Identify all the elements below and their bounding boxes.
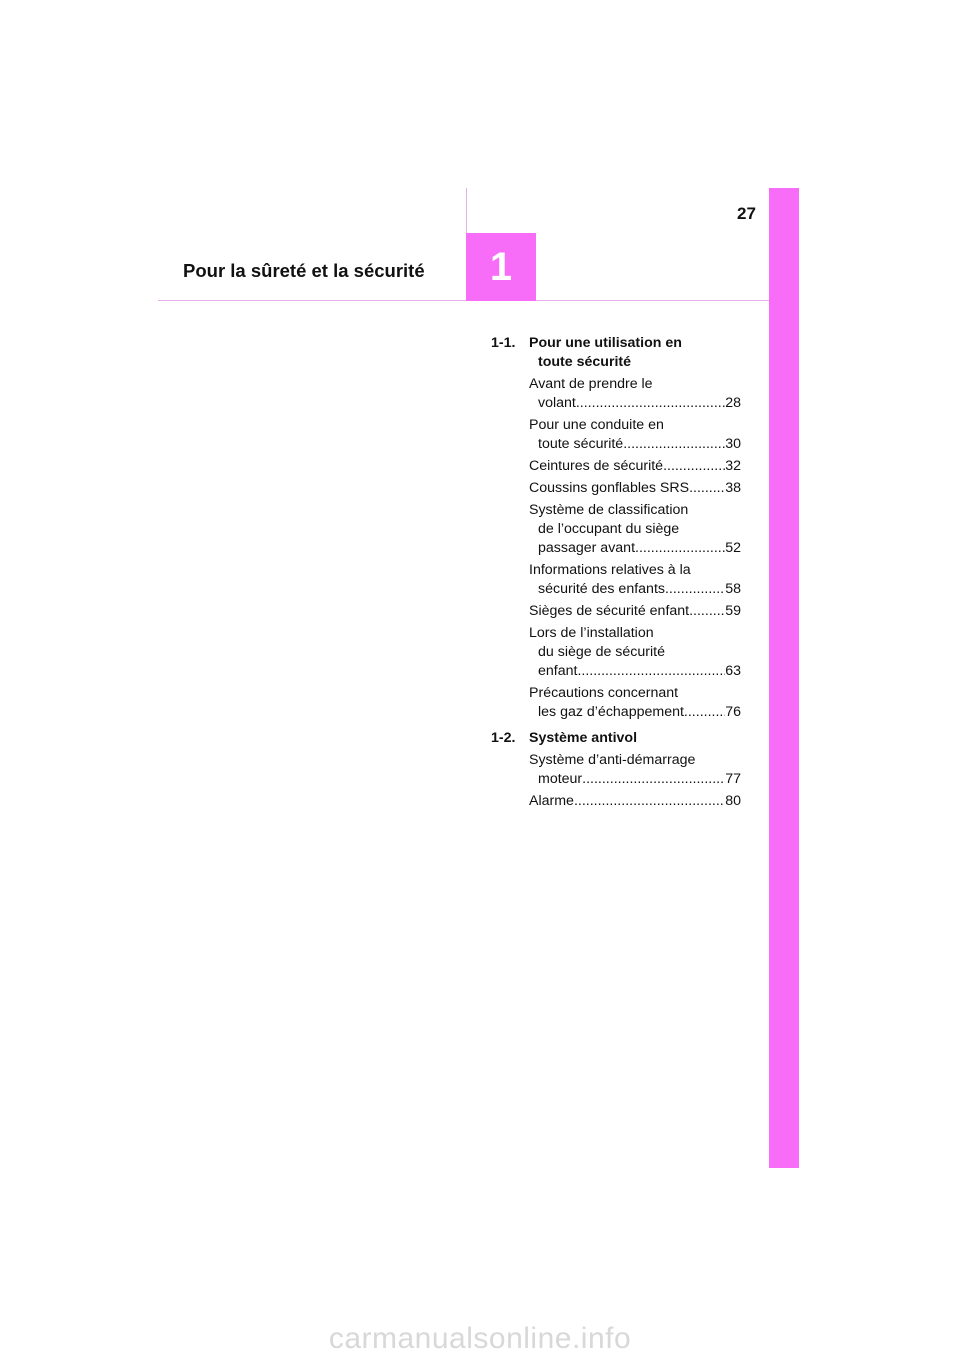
entry-page: 76 bbox=[725, 704, 741, 720]
entry-line: de l’occupant du siège bbox=[538, 521, 680, 537]
section-title-line: toute sécurité bbox=[538, 354, 632, 370]
toc-entry[interactable] bbox=[529, 561, 741, 599]
watermark: carmanualsonline.info bbox=[328, 1322, 632, 1355]
header-horizontal-rule bbox=[158, 300, 769, 301]
toc-entry[interactable] bbox=[529, 457, 741, 476]
dot-leader bbox=[577, 662, 725, 681]
entry-title: sécurité des enfants bbox=[538, 581, 665, 597]
dot-leader bbox=[684, 703, 725, 722]
chapter-number: 1 bbox=[489, 244, 513, 289]
header-vertical-rule bbox=[466, 188, 467, 234]
entry-title: Ceintures de sécurité bbox=[529, 458, 664, 474]
entry-page: 58 bbox=[725, 581, 741, 597]
entry-line: Précautions concernant bbox=[529, 685, 679, 701]
dot-leader bbox=[689, 602, 725, 621]
page-number: 27 bbox=[737, 204, 756, 223]
dot-leader bbox=[574, 792, 725, 811]
section-number: 1-2. bbox=[491, 730, 516, 746]
entry-line: du siège de sécurité bbox=[538, 644, 665, 660]
dot-leader bbox=[576, 394, 725, 413]
toc-entry-list bbox=[491, 375, 741, 722]
entry-line: Lors de l’installation bbox=[529, 625, 654, 641]
entry-title: Sièges de sécurité enfant bbox=[529, 603, 690, 619]
toc-entry[interactable] bbox=[529, 602, 741, 621]
toc-entry[interactable] bbox=[529, 751, 741, 789]
toc-entry[interactable] bbox=[529, 624, 741, 681]
entry-page: 38 bbox=[725, 480, 741, 496]
entry-page: 32 bbox=[725, 458, 741, 474]
entry-page: 52 bbox=[725, 540, 741, 556]
entry-line: Système d’anti-démarrage bbox=[529, 752, 696, 768]
toc-section-heading[interactable] bbox=[491, 729, 741, 748]
toc-entry-list bbox=[491, 751, 741, 811]
entry-title: toute sécurité bbox=[538, 436, 624, 452]
toc-entry[interactable] bbox=[529, 501, 741, 558]
chapter-number-box bbox=[466, 233, 536, 301]
entry-page: 30 bbox=[725, 436, 741, 452]
entry-title: volant bbox=[538, 395, 576, 411]
dot-leader bbox=[665, 580, 725, 599]
table-of-contents bbox=[491, 334, 741, 811]
section-title-line: Pour une utilisation en bbox=[529, 335, 682, 351]
toc-section-heading[interactable] bbox=[491, 334, 741, 372]
entry-line: Système de classification bbox=[529, 502, 689, 518]
dot-leader bbox=[623, 435, 725, 454]
dot-leader bbox=[635, 539, 725, 558]
entry-title: Alarme bbox=[529, 793, 574, 809]
entry-line: Informations relatives à la bbox=[529, 562, 691, 578]
chapter-title: Pour la sûreté et la sécurité bbox=[183, 260, 425, 281]
toc-entry[interactable] bbox=[529, 792, 741, 811]
section-number: 1-1. bbox=[491, 335, 516, 351]
toc-entry[interactable] bbox=[529, 416, 741, 454]
toc-entry[interactable] bbox=[529, 479, 741, 498]
dot-leader bbox=[582, 770, 725, 789]
toc-entry[interactable] bbox=[529, 375, 741, 413]
chapter-side-tab bbox=[769, 188, 799, 1168]
dot-leader bbox=[663, 457, 725, 476]
entry-title: les gaz d’échappement bbox=[538, 704, 684, 720]
entry-page: 63 bbox=[725, 663, 741, 679]
entry-line: Avant de prendre le bbox=[529, 376, 653, 392]
section-title-line: Système antivol bbox=[529, 730, 638, 746]
entry-page: 80 bbox=[725, 793, 741, 809]
entry-title: passager avant bbox=[538, 540, 636, 556]
entry-title: moteur bbox=[538, 771, 583, 787]
entry-page: 28 bbox=[725, 395, 741, 411]
dot-leader bbox=[689, 479, 725, 498]
toc-entry[interactable] bbox=[529, 684, 741, 722]
entry-line: Pour une conduite en bbox=[529, 417, 664, 433]
entry-title: Coussins gonflables SRS bbox=[529, 480, 690, 496]
entry-page: 77 bbox=[725, 771, 741, 787]
entry-page: 59 bbox=[725, 603, 741, 619]
entry-title: enfant bbox=[538, 663, 578, 679]
